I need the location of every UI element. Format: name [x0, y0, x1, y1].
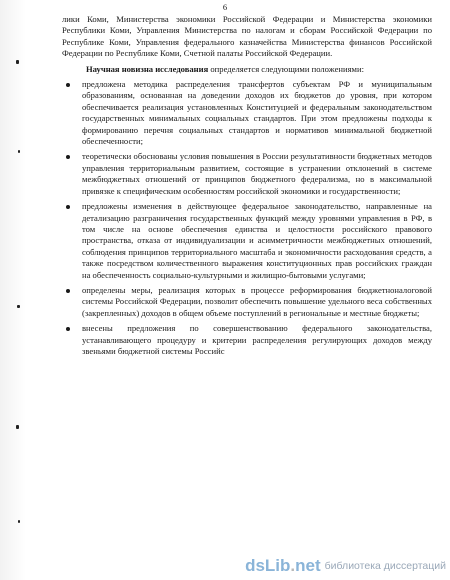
bullet-icon: [66, 205, 70, 209]
scan-speck: [18, 150, 20, 153]
scan-speck: [16, 425, 19, 429]
list-item: [62, 151, 432, 197]
watermark-logo-tld: net: [295, 556, 321, 575]
list-item: [62, 285, 432, 319]
bullet-icon: [66, 327, 70, 331]
bullet-icon: [66, 83, 70, 87]
watermark-logo-main: dsLib: [245, 556, 291, 575]
watermark: [245, 556, 446, 576]
page-number: 6: [222, 2, 228, 12]
novelty-bold-label: Научная новизна исследования: [86, 63, 209, 74]
scan-speck: [17, 305, 20, 308]
bullet-icon: [66, 155, 70, 159]
novelty-heading: [62, 64, 432, 75]
novelty-list: [62, 79, 432, 357]
list-item-text: определены меры, реализация которых в процессе реформирования бюджетноналоговой системы Российской Федерации, позволит обеспечить повышение удельного веса собственных (закрепленных) доходов в общем объеме поступлений в региональные и местные бюджеты;: [82, 284, 432, 318]
novelty-rest: определяется следующими положениями:: [208, 63, 364, 74]
watermark-logo-dot: .: [290, 556, 296, 575]
watermark-logo: [245, 556, 321, 576]
list-item-text: теоретически обоснованы условия повышения в России результативности бюджетных методов управления территориальным развитием, состоящие в устранении отклонений в системе межбюджетных отношений от принципов бюджетного федерализма, но в максимальной привязке к специфическим особенностям российской экономики и государственности;: [82, 151, 432, 196]
list-item: [62, 201, 432, 281]
scan-speck: [18, 520, 20, 523]
scan-speck: [16, 60, 19, 64]
list-item-text: внесены предложения по совершенствованию федерального законодательства, устанавливающего процедуру и критерии распределения регулирующих доходов между звеньями бюджетной системы Российс: [82, 323, 432, 356]
list-item: [62, 323, 432, 357]
bullet-icon: [66, 289, 70, 293]
list-item-text: предложены изменения в действующее федеральное законодательство, направленные на детализацию разграничения государственных функций между уровнями управления в РФ, в том числе на основе обеспечения единства и целостности российского правового пространства, отказа от индивидуализации и асимметричности межбюджетных отношений, соблюдения принципов территориального масштаба и экономичности расходования средств, а также посредством количественного выражения конституционных прав российских граждан на обеспеченность социально-культурными и жилищно-бытовыми услугами;: [82, 201, 432, 280]
watermark-tagline: библиотека диссертаций: [324, 560, 446, 572]
scan-edge-shadow: [0, 0, 26, 580]
list-item-text: предложена методика распределения трансфертов субъектам РФ и муниципальным образованиям, основанная на доведении доходов их бюджетов до уровня, при котором обеспечивается реализация установленных Конституцией и федеральным законодательством государственных минимальных социальных стандартов. При этом предложены подходы к формированию перечня социальных стандартов и нормативов минимальной бюджетной обеспеченности;: [82, 79, 432, 147]
intro-paragraph: лики Коми, Министерства экономики Российской Федерации и Министерства экономики Республики Коми, Управления Министерства по налогам и сборам Российской Федерации по Республике Коми, Управления федерального казначейства Министерства финансов Российской Федерации по Республике Коми, Счетной палаты Российской Федерации.: [62, 14, 432, 59]
document-body: [62, 14, 432, 361]
list-item: [62, 79, 432, 147]
